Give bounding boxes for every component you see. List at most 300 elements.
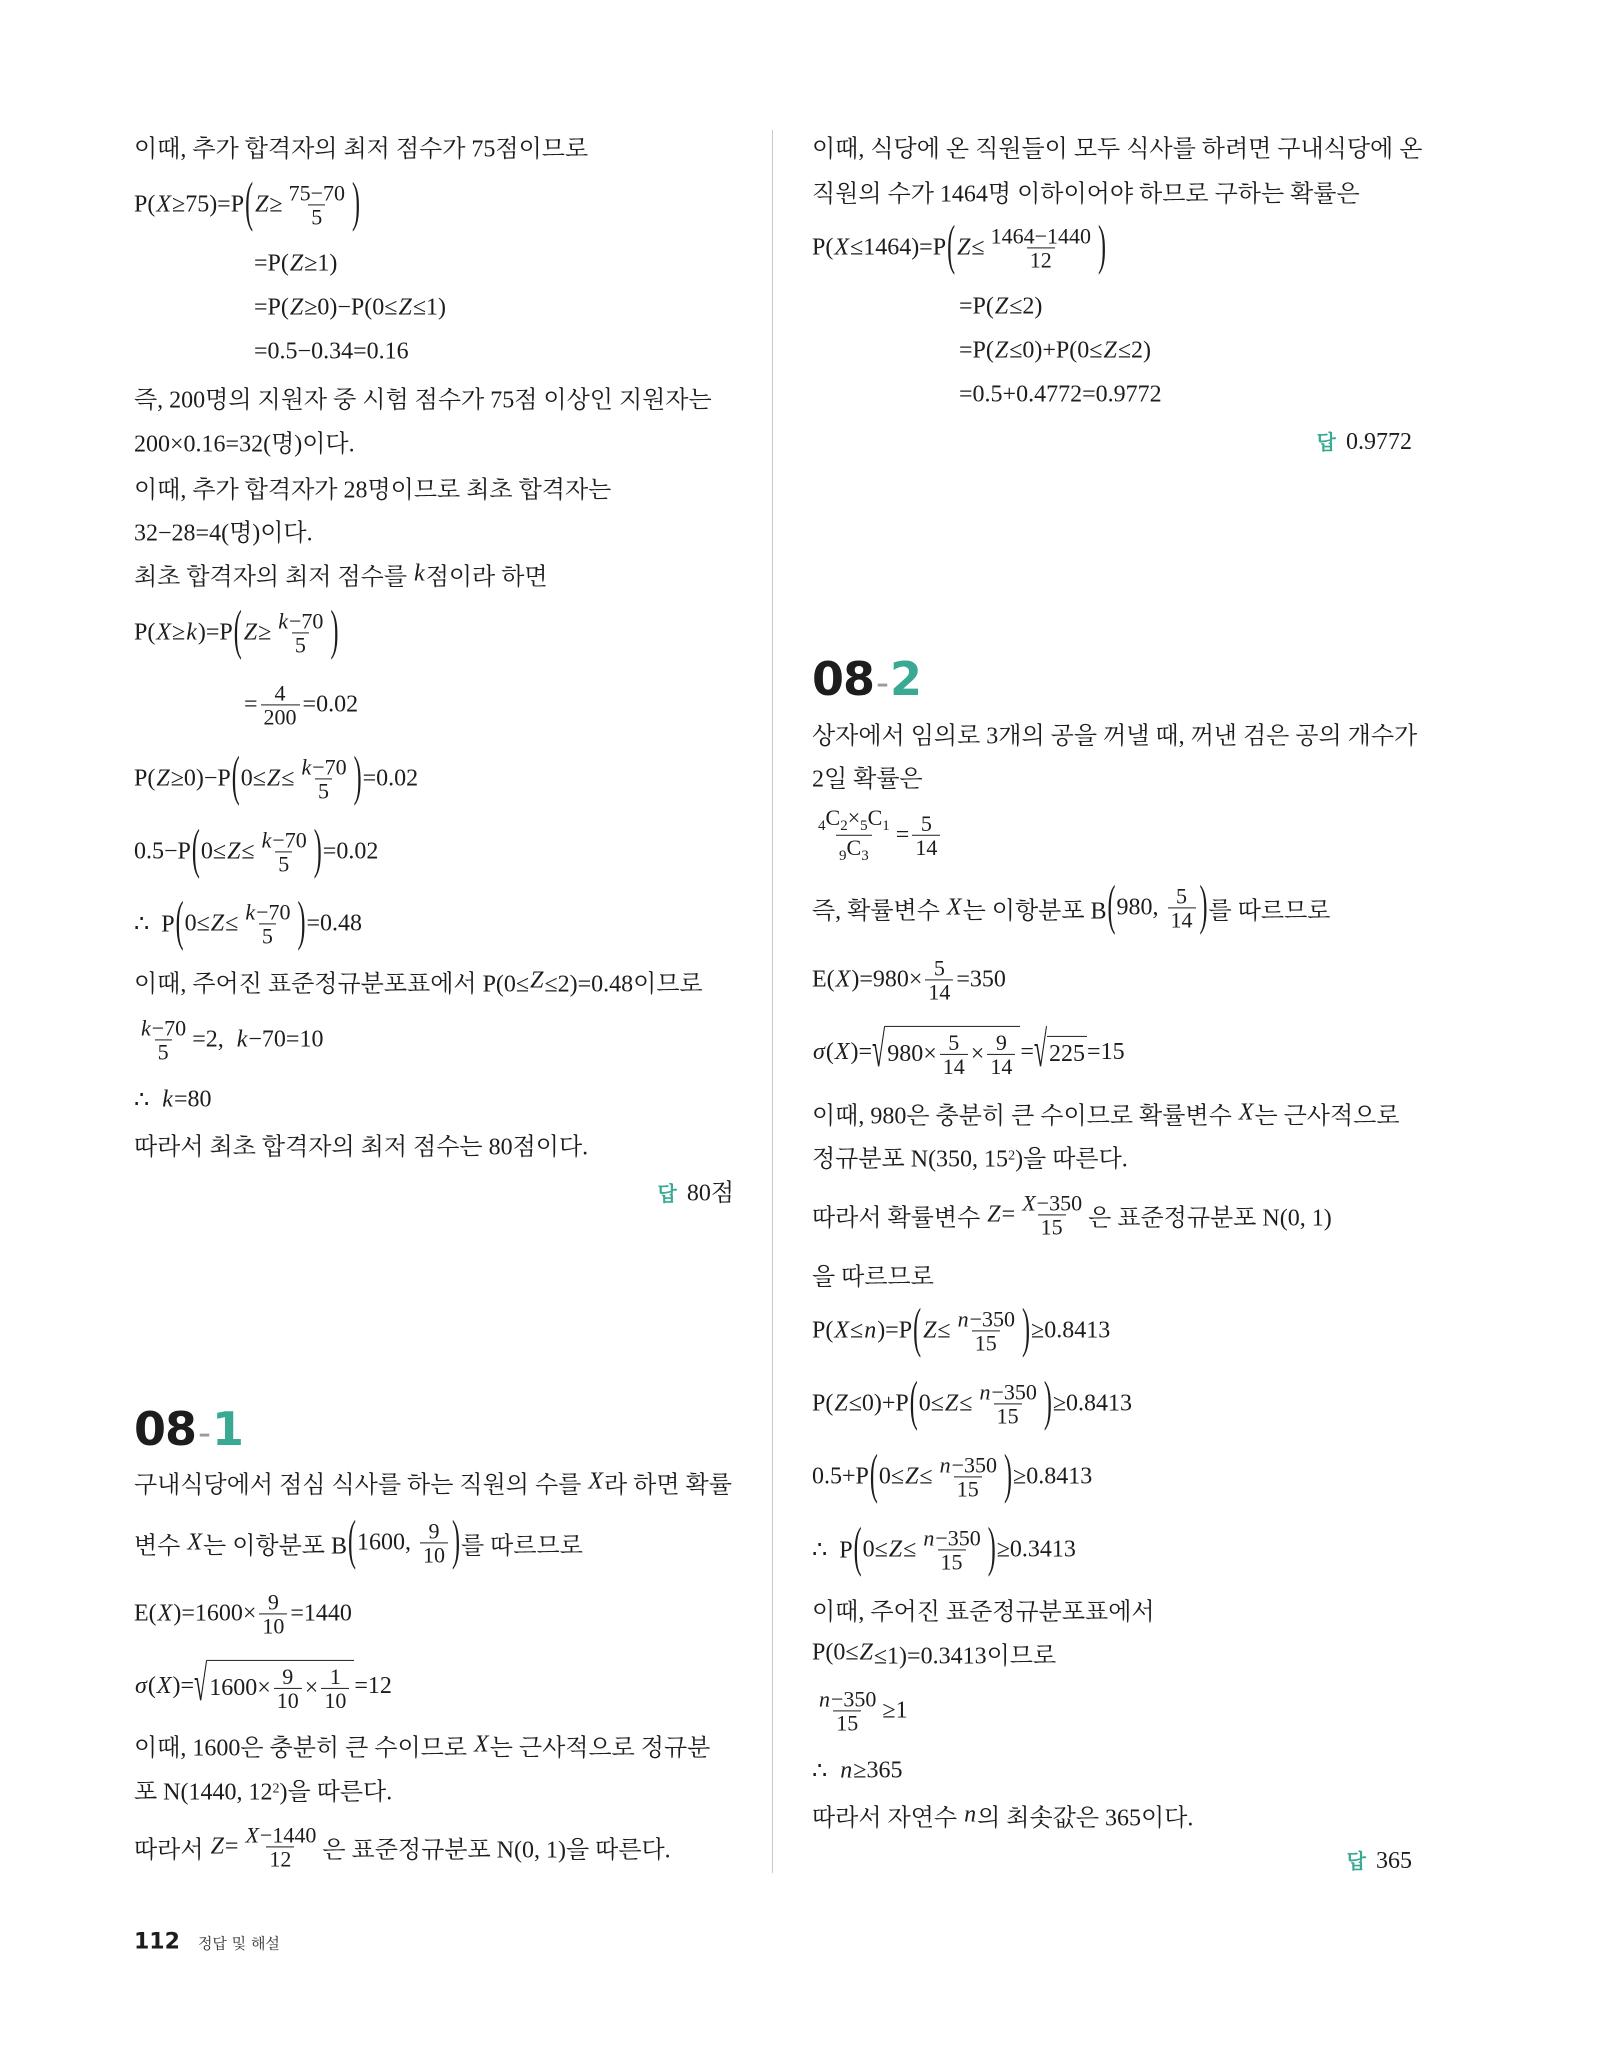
text-line xyxy=(812,1592,1155,1627)
text-run: 0.5+P xyxy=(812,1463,869,1490)
superscript: 2 xyxy=(272,1781,280,1796)
text-run: ≤ xyxy=(959,1390,973,1417)
math-variable: Z xyxy=(905,1463,919,1490)
numerator xyxy=(137,1016,189,1039)
text-run: 0≤ xyxy=(200,838,227,865)
math-variable: Z xyxy=(210,910,225,937)
text-line xyxy=(134,1086,211,1115)
math-variable: σ xyxy=(135,1672,147,1699)
text-run: −70 xyxy=(151,1015,187,1041)
text-run: 는 근사적으로 xyxy=(1254,1103,1400,1130)
math-text: 1464−1440 xyxy=(990,223,1092,249)
fraction xyxy=(936,1453,1000,1500)
text-line xyxy=(812,806,943,865)
text-run: 즉, 확률변수 xyxy=(812,898,946,925)
left-paren: ( xyxy=(869,1445,878,1506)
fraction xyxy=(815,1687,879,1734)
answer-line xyxy=(657,1173,734,1208)
right-paren: ) xyxy=(1043,1372,1052,1433)
text-run: )을 따른다. xyxy=(1015,1146,1128,1173)
text-run: 0≤ xyxy=(918,1390,944,1417)
text-line xyxy=(254,295,446,322)
text-run: C xyxy=(867,804,883,830)
text-run: ∴ xyxy=(134,1087,162,1114)
text-line xyxy=(134,820,379,881)
right-paren: ) xyxy=(987,1518,996,1579)
text-run: ≥0.8413 xyxy=(1052,1390,1133,1417)
text-line xyxy=(812,1372,1133,1433)
math-variable: n xyxy=(864,1317,877,1344)
numerator xyxy=(272,681,289,704)
text-run: 따라서 최초 합격자의 최저 점수는 80점이다. xyxy=(134,1134,589,1161)
text-run: −70 xyxy=(256,899,291,925)
text-run: 을 따르므로 xyxy=(812,1264,934,1291)
denominator xyxy=(259,924,276,948)
left-paren: ( xyxy=(231,747,240,808)
denominator xyxy=(912,835,940,859)
math-text: 9 xyxy=(267,1589,279,1615)
right-paren: ) xyxy=(1004,1445,1013,1506)
math-text: 5 xyxy=(278,851,290,877)
fraction xyxy=(241,900,293,947)
fraction xyxy=(815,806,893,865)
numerator xyxy=(297,755,349,778)
answer-line xyxy=(1347,1845,1412,1875)
text-run: ≤ xyxy=(903,1536,917,1563)
text-line xyxy=(812,1023,1125,1079)
text-run: 직원의 수가 1464명 이하이어야 하므로 구하는 확률은 xyxy=(812,181,1360,208)
math-variable: X xyxy=(1022,1190,1036,1216)
text-run: ≤ xyxy=(919,1463,933,1490)
radicand xyxy=(1047,1036,1087,1068)
answer-label: 답 xyxy=(657,1181,677,1206)
numerator xyxy=(945,1031,962,1054)
text-line xyxy=(134,380,712,415)
column-divider xyxy=(772,130,773,1873)
answer-label: 답 xyxy=(1346,1849,1366,1873)
text-run: ≤2)=0.48이므로 xyxy=(544,971,703,998)
right-paren: ) xyxy=(297,892,306,953)
math-text: 200 xyxy=(263,704,297,730)
text-line xyxy=(134,601,339,662)
text-run: C xyxy=(846,834,862,860)
text-line xyxy=(134,513,313,548)
math-text: 5 xyxy=(294,632,306,658)
text-run: P( xyxy=(812,1317,834,1344)
math-variable: σ xyxy=(813,1038,825,1065)
text-run: ≤ xyxy=(971,234,985,261)
text-line xyxy=(134,173,361,234)
numerator xyxy=(1018,1191,1085,1214)
math-text: 9 xyxy=(428,1518,440,1544)
text-run: P( xyxy=(134,191,156,218)
text-run: P( xyxy=(134,765,156,792)
fraction xyxy=(258,828,310,875)
text-run: ∴ P xyxy=(134,911,175,938)
numerator xyxy=(975,1380,1039,1403)
math-text: 15 xyxy=(1040,1214,1063,1240)
left-paren: ( xyxy=(913,1299,922,1360)
numerator xyxy=(919,1526,983,1549)
math-variable: X xyxy=(156,619,172,646)
text-run: ≥0)−P xyxy=(170,765,231,792)
text-run: 0.5−P xyxy=(134,838,191,865)
math-text: 15 xyxy=(940,1549,963,1575)
page-number: 112 xyxy=(134,1929,180,1955)
math-text: 5 xyxy=(933,955,945,981)
text-run: ≥0.3413 xyxy=(996,1536,1076,1563)
fraction xyxy=(988,224,1094,271)
math-text: 15 xyxy=(956,1476,979,1502)
text-run: × xyxy=(970,1041,985,1067)
answer-value: 0.9772 xyxy=(1346,429,1412,455)
text-line xyxy=(959,294,1042,321)
text-line xyxy=(812,1096,1400,1131)
math-variable: Z xyxy=(156,765,170,792)
text-run: 이때, 추가 합격자의 최저 점수가 75점이므로 xyxy=(134,136,589,163)
heading-separator: - xyxy=(876,663,889,704)
fraction xyxy=(1168,884,1196,931)
numerator xyxy=(931,956,948,979)
math-variable: k xyxy=(278,608,289,634)
math-variable: Z xyxy=(994,293,1009,320)
text-run: −350 xyxy=(935,1525,981,1551)
text-run: 32−28=4(명)이다. xyxy=(134,520,313,547)
radical-sign: √ xyxy=(1033,1023,1048,1079)
text-run: =0.5−0.34=0.16 xyxy=(254,338,409,365)
text-run: =P( xyxy=(959,337,994,364)
right-paren: ) xyxy=(330,601,339,662)
subscript: 2 xyxy=(840,817,848,834)
text-run: )= xyxy=(850,1038,873,1065)
radical-sign: √ xyxy=(872,1023,886,1079)
text-line xyxy=(812,1139,1128,1174)
text-line xyxy=(134,1127,588,1162)
math-variable: Z xyxy=(398,294,412,321)
denominator xyxy=(321,1688,349,1712)
text-run: ≤ xyxy=(937,1317,951,1344)
math-variable: X xyxy=(157,1600,173,1627)
text-run: ≥365 xyxy=(853,1757,903,1784)
text-run: P(0≤ xyxy=(812,1639,859,1666)
text-run: = xyxy=(224,1833,239,1860)
text-run: −1440 xyxy=(259,1822,317,1848)
math-variable: Z xyxy=(987,1201,1001,1228)
text-run: P( xyxy=(812,1390,834,1417)
math-variable: X xyxy=(245,1822,259,1848)
math-text: 5 xyxy=(920,810,932,836)
fraction xyxy=(259,1590,287,1637)
text-run: 980× xyxy=(887,1041,937,1067)
numerator xyxy=(265,1590,282,1613)
text-run: ≥ xyxy=(258,619,272,646)
numerator xyxy=(241,1823,319,1846)
text-run: 따라서 xyxy=(134,1837,210,1864)
math-text: 10 xyxy=(276,1688,299,1713)
numerator xyxy=(327,1665,344,1688)
math-variable: Z xyxy=(957,234,971,261)
text-run: =0.5+0.4772=0.9772 xyxy=(959,381,1162,408)
fraction xyxy=(137,1016,189,1063)
text-run: ≤ xyxy=(281,765,295,792)
math-variable: X xyxy=(834,1317,850,1344)
text-run: ≥0.8413 xyxy=(1013,1463,1093,1490)
left-paren: ( xyxy=(1107,876,1116,937)
text-run: −70 xyxy=(289,608,324,634)
text-run: 따라서 자연수 xyxy=(812,1805,964,1832)
radicand xyxy=(885,1026,1020,1078)
right-paren: ) xyxy=(1022,1299,1031,1360)
right-paren: ) xyxy=(313,820,322,881)
text-run: ≥ xyxy=(269,191,283,218)
text-line xyxy=(134,1823,671,1870)
subscript: 1 xyxy=(882,817,890,834)
text-line xyxy=(812,1445,1093,1506)
text-line xyxy=(134,964,703,999)
text-run: 는 이항분포 B xyxy=(203,1533,347,1560)
text-run: −350 xyxy=(991,1379,1037,1405)
denominator xyxy=(1038,1215,1066,1239)
text-run: = xyxy=(895,821,910,848)
denominator xyxy=(938,1550,966,1574)
text-line xyxy=(134,1465,732,1500)
text-run: = xyxy=(1020,1038,1034,1065)
text-run: −350 xyxy=(951,1452,998,1478)
text-run: ≤ xyxy=(241,838,255,865)
left-paren: ( xyxy=(175,892,184,953)
text-run: −350 xyxy=(1036,1190,1083,1216)
math-variable: k xyxy=(236,1026,248,1053)
fraction xyxy=(286,181,348,228)
text-run: =2, xyxy=(192,1026,236,1053)
math-variable: n xyxy=(979,1379,991,1405)
math-text: 9 xyxy=(995,1029,1007,1055)
math-text: 12 xyxy=(269,1846,292,1872)
text-line xyxy=(134,1772,392,1807)
text-run: =80 xyxy=(173,1086,212,1113)
denominator xyxy=(1027,248,1055,272)
math-variable: Z xyxy=(994,337,1009,364)
answer-value: 80점 xyxy=(686,1180,734,1207)
heading-number: 08 xyxy=(812,652,875,706)
text-line xyxy=(134,1511,583,1572)
numerator xyxy=(241,900,293,923)
text-line xyxy=(959,338,1151,365)
fraction xyxy=(940,1031,968,1078)
fraction xyxy=(954,1307,1018,1354)
text-run: =350 xyxy=(956,966,1006,993)
text-run: 의 최솟값은 365이다. xyxy=(977,1805,1194,1832)
text-run: )=980× xyxy=(851,966,923,993)
math-variable: n xyxy=(964,1801,977,1828)
left-column xyxy=(134,0,734,2049)
fraction xyxy=(241,1823,319,1870)
text-run: 이때, 주어진 표준정규분포표에서 P(0≤ xyxy=(134,971,530,998)
fraction xyxy=(297,755,349,802)
text-run: ≥0.8413 xyxy=(1031,1317,1111,1344)
text-run: P( xyxy=(812,234,834,261)
math-variable: Z xyxy=(227,838,241,865)
text-run: 이때, 식당에 온 직원들이 모두 식사를 하려면 구내식당에 온 xyxy=(812,136,1423,163)
answer-label: 답 xyxy=(1316,430,1336,454)
text-line xyxy=(134,1590,352,1637)
math-variable: X xyxy=(156,191,172,218)
text-run: × xyxy=(304,1675,319,1701)
text-run: 따라서 확률변수 xyxy=(812,1205,987,1232)
answer-line xyxy=(1317,426,1412,456)
text-run: 이때, 1600은 충분히 큰 수이므로 xyxy=(134,1735,474,1762)
text-run: ≥1) xyxy=(304,250,338,277)
text-line xyxy=(254,251,337,278)
text-run: ≤2) xyxy=(1117,337,1151,364)
right-paren: ) xyxy=(352,173,361,234)
denominator xyxy=(925,980,953,1004)
denominator xyxy=(274,1688,302,1712)
right-paren: ) xyxy=(1199,876,1208,937)
math-variable: Z xyxy=(210,1833,224,1860)
math-variable: k xyxy=(186,619,197,646)
text-line xyxy=(812,876,1331,937)
text-run: ≥75)=P xyxy=(172,191,245,218)
denominator xyxy=(259,1614,287,1638)
text-line xyxy=(812,716,1417,751)
text-run: 정규분포 N(350, 15 xyxy=(812,1146,1009,1173)
right-paren: ) xyxy=(353,747,362,808)
text-run: = xyxy=(1001,1201,1016,1228)
text-run: 포 N(1440, 12 xyxy=(134,1779,273,1806)
math-variable: X xyxy=(834,234,850,261)
text-run: P( xyxy=(134,619,156,646)
math-variable: Z xyxy=(834,1390,848,1417)
numerator xyxy=(993,1031,1010,1054)
math-text: 15 xyxy=(974,1330,997,1356)
text-run: −70 xyxy=(312,754,347,780)
text-run: E( xyxy=(812,966,835,993)
right-paren: ) xyxy=(451,1511,460,1572)
denominator xyxy=(275,852,292,876)
text-run: 는 이항분포 B xyxy=(962,898,1107,925)
fraction xyxy=(321,1665,349,1712)
text-line xyxy=(254,339,409,366)
right-paren: ) xyxy=(1098,216,1107,277)
math-text: 4 xyxy=(274,680,286,706)
math-text: 9 xyxy=(282,1663,294,1689)
math-text: 14 xyxy=(1170,907,1193,933)
text-run: 2일 확률은 xyxy=(812,766,923,793)
text-line xyxy=(812,216,1107,277)
math-variable: k xyxy=(301,754,312,780)
numerator xyxy=(936,1453,1000,1476)
heading-number: 08 xyxy=(134,1402,197,1456)
text-line xyxy=(134,424,355,459)
text-line xyxy=(812,129,1422,164)
numerator xyxy=(815,806,893,835)
text-line xyxy=(134,129,588,164)
math-variable: Z xyxy=(944,1390,959,1417)
math-variable: n xyxy=(939,1452,951,1478)
text-run: =12 xyxy=(354,1672,392,1699)
left-paren: ( xyxy=(245,173,254,234)
denominator xyxy=(1168,908,1196,932)
text-run: )=P xyxy=(197,619,233,646)
left-paren: ( xyxy=(347,1511,356,1572)
math-variable: n xyxy=(923,1525,935,1551)
math-variable: X xyxy=(834,1038,850,1065)
fraction xyxy=(912,811,940,858)
numerator xyxy=(286,181,348,204)
math-variable: Z xyxy=(859,1639,873,1666)
denominator xyxy=(308,205,325,229)
math-text: 14 xyxy=(915,834,938,860)
text-run: E( xyxy=(134,1600,157,1627)
subscript: 9 xyxy=(839,847,847,864)
text-run: 이때, 주어진 표준정규분포표에서 xyxy=(812,1599,1155,1626)
text-line xyxy=(134,1657,392,1713)
subscript: 3 xyxy=(861,847,869,864)
text-run: ∴ P xyxy=(812,1537,853,1564)
text-run: 상자에서 임의로 3개의 공을 꺼낼 때, 꺼낸 검은 공의 개수가 xyxy=(812,723,1418,750)
text-run: =P( xyxy=(254,294,289,321)
fraction xyxy=(274,609,326,656)
math-text: 10 xyxy=(324,1688,347,1713)
math-text: 10 xyxy=(262,1613,285,1639)
text-run: )= xyxy=(172,1672,195,1699)
text-line xyxy=(134,470,611,505)
text-run: 은 표준정규분포 N(0, 1)을 따른다. xyxy=(322,1837,671,1864)
text-run: ≤1464)=P xyxy=(850,234,947,261)
left-paren: ( xyxy=(947,216,956,277)
text-run: =0.02 xyxy=(362,765,419,792)
text-line xyxy=(812,759,923,794)
math-variable: n xyxy=(840,1757,853,1784)
text-run: ≤ xyxy=(850,1317,864,1344)
section-heading xyxy=(134,1402,243,1456)
text-run: 최초 합격자의 최저 점수를 xyxy=(134,564,414,591)
text-run: 은 표준정규분포 N(0, 1) xyxy=(1088,1205,1332,1232)
numerator xyxy=(988,224,1094,247)
math-variable: X xyxy=(588,1468,603,1495)
text-run: )=P xyxy=(877,1317,913,1344)
text-run: 980, xyxy=(1116,894,1165,921)
numerator xyxy=(258,828,310,851)
math-variable: k xyxy=(261,827,272,853)
text-run: )=1600× xyxy=(173,1600,257,1627)
text-run: ≥0)−P(0≤ xyxy=(304,294,398,321)
text-line xyxy=(134,747,419,808)
denominator xyxy=(954,1477,982,1501)
math-text: 15 xyxy=(836,1710,859,1736)
math-text: 5 xyxy=(318,778,330,804)
text-run: 0≤ xyxy=(862,1536,888,1563)
text-line xyxy=(812,1798,1193,1833)
text-line xyxy=(959,382,1162,409)
text-run: 즉, 200명의 지원자 중 시험 점수가 75점 이상인 지원자는 xyxy=(134,387,712,414)
left-paren: ( xyxy=(233,601,242,662)
numerator xyxy=(954,1307,1018,1330)
math-text: 5 xyxy=(311,204,323,230)
text-run: −70 xyxy=(272,827,307,853)
section-heading xyxy=(812,652,921,706)
text-run: )을 따른다. xyxy=(279,1779,393,1806)
text-run: ≤0)+P xyxy=(848,1390,909,1417)
left-paren: ( xyxy=(853,1518,862,1579)
math-text: 5 xyxy=(261,923,273,949)
denominator xyxy=(261,705,300,729)
math-variable: Z xyxy=(289,294,304,321)
math-variable: Z xyxy=(530,967,544,994)
text-run: =15 xyxy=(1087,1038,1125,1065)
math-text: 75−70 xyxy=(288,180,346,206)
